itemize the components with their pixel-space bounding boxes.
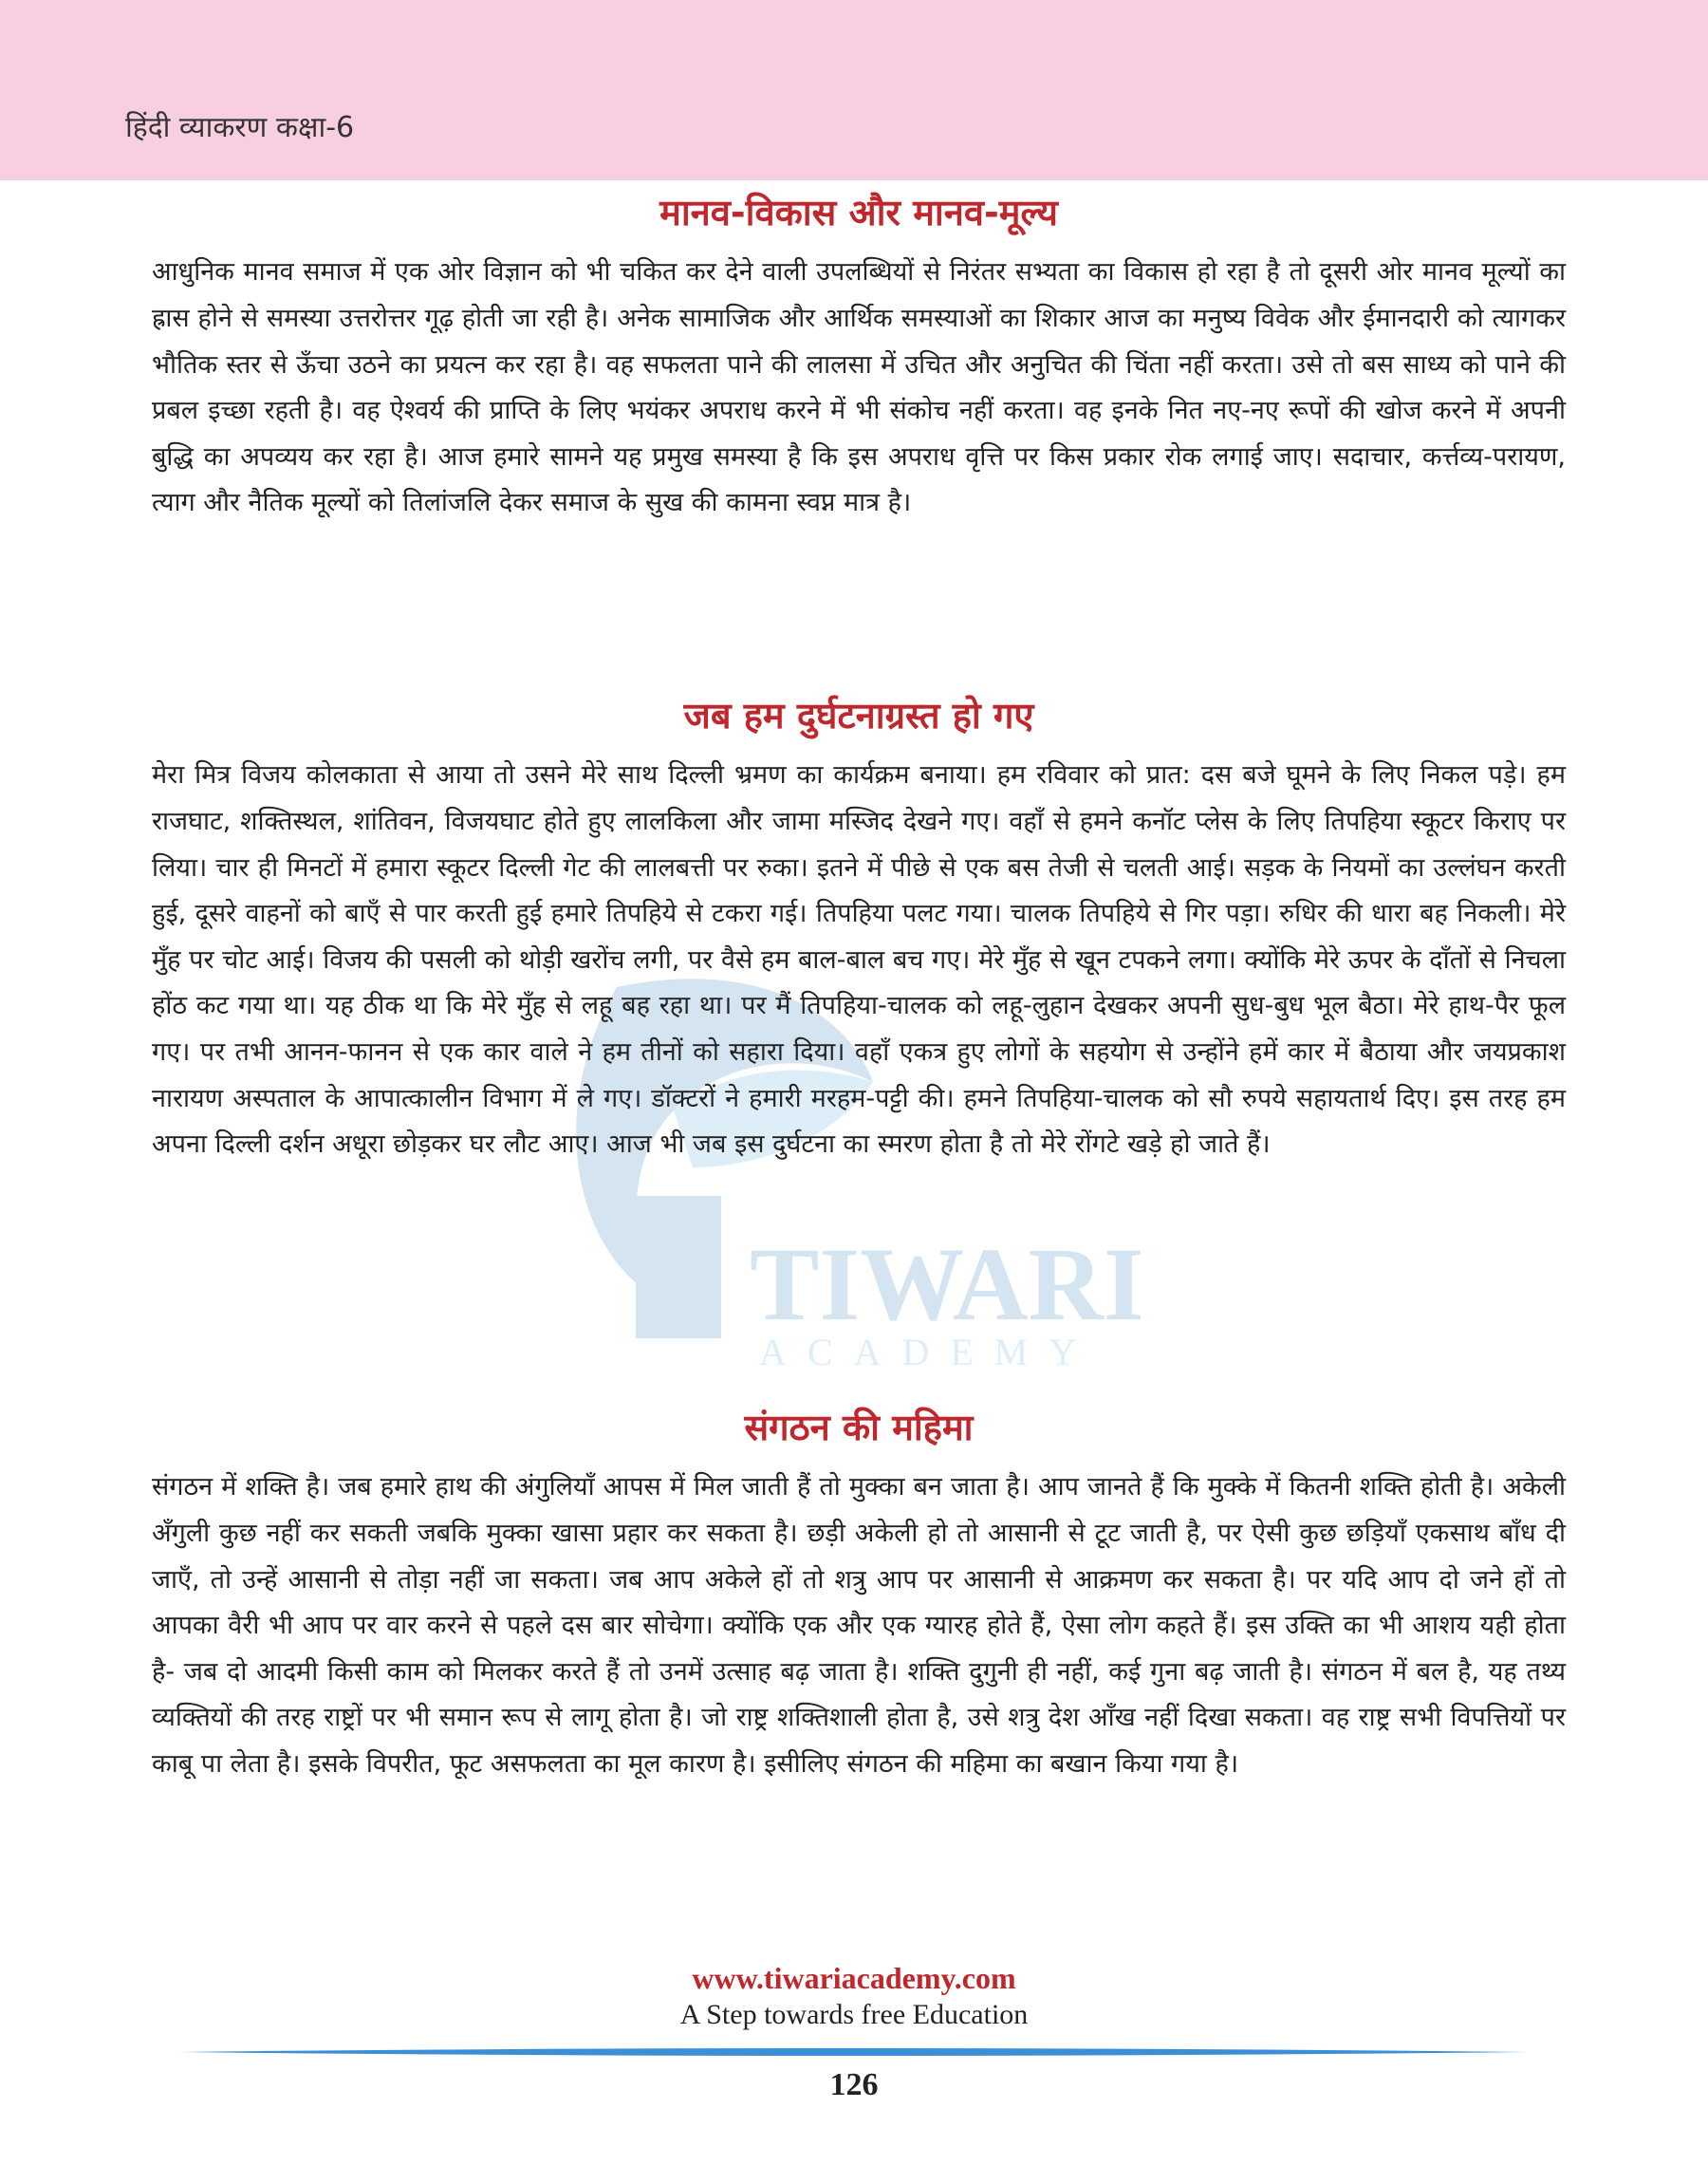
page-number: 126 [829,2067,879,2102]
section-paragraph: आधुनिक मानव समाज में एक ओर विज्ञान को भी चकित कर देने वाली उपलब्धियों से निरंतर सभ्यता का विकास हो रहा है तो दूसरी ओर मानव मूल्यों का ह्रास होने से समस्या उत्तरोत्तर गूढ़ होती जा रही है। अनेक सामाजिक और आर्थिक समस्याओं का शिकार आज का मनुष्य विवेक और ईमानदारी को त्यागकर भौतिक स्तर से ऊँचा उठने का प्रयत्न कर रहा है। वह सफलता पाने की लालसा में उचित और अनुचित की चिंता नहीं करता। उसे तो बस साध्य को पाने की प्रबल इच्छा रहती है। वह ऐश्वर्य की प्राप्ति के लिए भयंकर अपराध करने में भी संकोच नहीं करता। वह इनके नित नए-नए रूपों की खोज करने में अपनी बुद्धि का अपव्यय कर रहा है। आज हमारे सामने यह प्रमुख समस्या है कि इस अपराध वृत्ति पर किस प्रकार रोक लगाई जाए। सदाचार, कर्त्तव्य-परायण, त्याग और नैतिक मूल्यों को तिलांजलि देकर समाज के सुख की कामना स्वप्न मात्र है। [152,257,1566,518]
footer-tagline: A Step towards free Education [679,1999,1029,2030]
header-band [0,0,1708,180]
footer-website-link[interactable]: www.tiwariacademy.com [692,1961,1016,1995]
section-title: संगठन की महिमा [744,1407,974,1448]
section-title: जब हम दुर्घटनाग्रस्त हो गए [683,695,1034,737]
section-human-values [152,190,1566,527]
section-accident [152,693,1566,1168]
section-paragraph: मेरा मित्र विजय कोलकाता से आया तो उसने मेरे साथ दिल्ली भ्रमण का कार्यक्रम बनाया। हम रविवार को प्रात: दस बजे घूमने के लिए निकल पड़े। हम राजघाट, शक्तिस्थल, शांतिवन, विजयघाट होते हुए लालकिला और जामा मस्जिद देखने गए। वहाँ से हमने कनॉट प्लेस के लिए तिपहिया स्कूटर किराए पर लिया। चार ही मिनटों में हमारा स्कूटर दिल्ली गेट की लालबत्ती पर रुका। इतने में पीछे से एक बस तेजी से चलती आई। सड़क के नियमों का उल्लंघन करती हुई, दूसरे वाहनों को बाएँ से पार करती हुई हमारे तिपहिये से टकरा गई। तिपहिया पलट गया। चालक तिपहिये से गिर पड़ा। रुधिर की धारा बह निकली। मेरे मुँह पर चोट आई। विजय की पसली को थोड़ी खरोंच लगी, पर वैसे हम बाल-बाल बच गए। मेरे मुँह से खून टपकने लगा। क्योंकि मेरे ऊपर के दाँतों से निचला होंठ कट गया था। यह ठीक था कि मेरे मुँह से लहू बह रहा था। पर मैं तिपहिया-चालक को लहू-लुहान देखकर अपनी सुध-बुध भूल बैठा। मेरे हाथ-पैर फूल गए। पर तभी आनन-फानन से एक कार वाले ने हम तीनों को सहारा दिया। वहाँ एकत्र हुए लोगों के सहयोग से उन्होंने हमें कार में बैठाया और जयप्रकाश नारायण अस्पताल के आपात्कालीन विभाग में ले गए। डॉक्टरों ने हमारी मरहम-पट्टी की। हमने तिपहिया-चालक को सौ रुपये सहायतार्थ दिए। इस तरह हम अपना दिल्ली दर्शन अधूरा छोड़कर घर लौट आए। आज भी जब इस दुर्घटना का स्मरण होता है तो मेरे रोंगटे खड़े हो जाते हैं। [152,760,1567,1160]
section-title: मानव-विकास और मानव-मूल्य [659,192,1058,233]
footer-divider [180,2046,1528,2058]
watermark-brand: TIWARI [750,1226,1144,1342]
watermark-sub: ACADEMY [759,1331,1098,1367]
book-title: हिंदी व्याकरण कक्षा-6 [125,111,355,144]
section-paragraph: संगठन में शक्ति है। जब हमारे हाथ की अंगुलियाँ आपस में मिल जाती हैं तो मुक्का बन जाता है। आप जानते हैं कि मुक्के में कितनी शक्ति होती है। अकेली अँगुली कुछ नहीं कर सकती जबकि मुक्का खासा प्रहार कर सकता है। छड़ी अकेली हो तो आसानी से टूट जाती है, पर ऐसी कुछ छड़ियाँ एकसाथ बाँध दी जाएँ, तो उन्हें आसानी से तोड़ा नहीं जा सकता। जब आप अकेले हों तो शत्रु आप पर आसानी से आक्रमण कर सकता है। पर यदि आप दो जने हों तो आपका वैरी भी आप पर वार करने से पहले दस बार सोचेगा। क्योंकि एक और एक ग्यारह होते हैं, ऐसा लोग कहते हैं। इस उक्ति का भी आशय यही होता है- जब दो आदमी किसी काम को मिलकर करते हैं तो उनमें उत्साह बढ़ जाता है। शक्ति दुगुनी ही नहीं, कई गुना बढ़ जाती है। संगठन में बल है, यह तथ्य व्यक्तियों की तरह राष्ट्रों पर भी समान रूप से लागू होता है। जो राष्ट्र शक्तिशाली होता है, उसे शत्रु देश आँख नहीं दिखा सकता। वह राष्ट्र सभी विपत्तियों पर काबू पा लेता है। इसके विपरीत, फूट असफलता का मूल कारण है। इसीलिए संगठन की महिमा का बखान किया गया है। [152,1472,1566,1779]
section-unity [152,1405,1566,1788]
